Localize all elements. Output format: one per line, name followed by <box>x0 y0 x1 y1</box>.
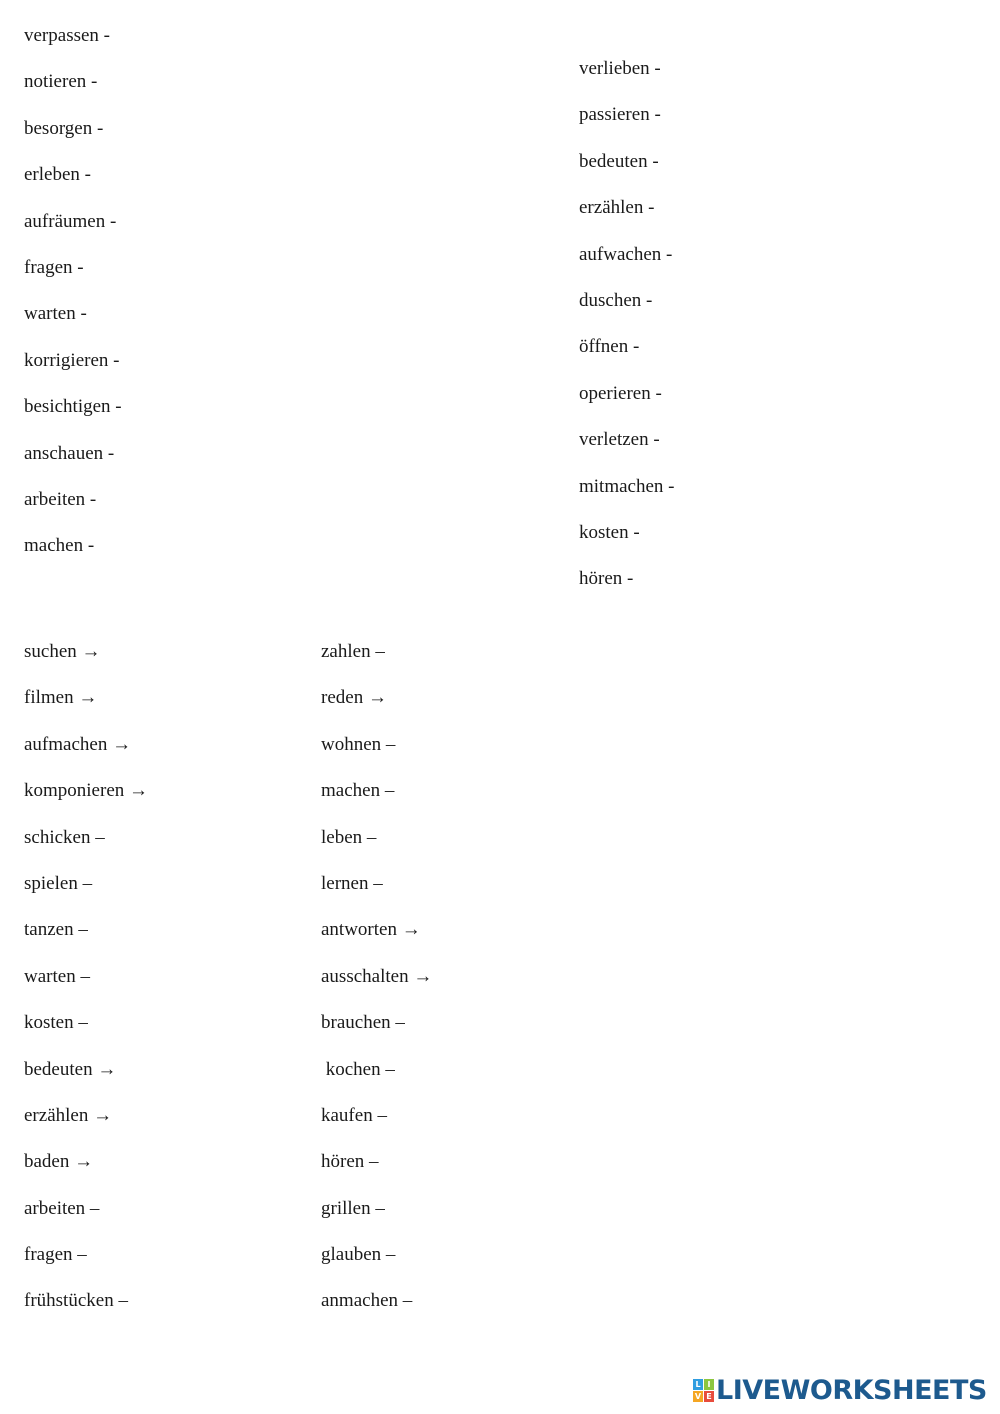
word-item: hören - <box>579 568 634 590</box>
word-item: leben – <box>321 826 377 848</box>
word-item: arbeiten – <box>24 1197 100 1219</box>
word-item: verpassen - <box>24 25 110 46</box>
word-item: kochen – <box>321 1058 395 1080</box>
bottom-left-word-list <box>24 641 148 1312</box>
word-item: zahlen – <box>321 641 385 662</box>
word-item: warten – <box>24 965 90 987</box>
word-item: aufräumen - <box>24 210 117 232</box>
logo-mark-letter-e: E <box>704 1391 714 1402</box>
word-item: reden → <box>321 687 387 709</box>
word-item: aufmachen → <box>24 733 132 755</box>
word-item: komponieren → <box>24 780 149 802</box>
word-item: spielen – <box>24 872 93 894</box>
liveworksheets-logo[interactable] <box>693 1375 987 1405</box>
word-item: notieren - <box>24 71 98 93</box>
word-item: suchen → <box>24 641 101 662</box>
word-item: duschen - <box>579 289 653 311</box>
word-item: passieren - <box>579 104 661 126</box>
word-item: bedeuten - <box>579 150 659 172</box>
logo-mark-letter-l: L <box>693 1379 703 1390</box>
word-item: machen - <box>24 535 95 557</box>
word-item: brauchen – <box>321 1012 405 1034</box>
top-left-word-list <box>24 25 122 557</box>
word-item: erzählen - <box>579 197 655 219</box>
word-item: fragen - <box>24 256 84 278</box>
word-item: verlieben - <box>579 58 661 79</box>
word-item: lernen – <box>321 872 383 894</box>
word-item: grillen – <box>321 1197 385 1219</box>
word-item: aufwachen - <box>579 243 673 265</box>
word-item: baden → <box>24 1151 94 1173</box>
liveworksheets-logo-icon <box>693 1379 714 1402</box>
top-right-word-list <box>579 58 675 590</box>
bottom-middle-word-list <box>321 641 432 1312</box>
word-item: glauben – <box>321 1244 396 1266</box>
word-item: ausschalten → <box>321 965 433 987</box>
word-item: frühstücken – <box>24 1290 128 1312</box>
word-item: antworten → <box>321 919 421 941</box>
word-item: schicken – <box>24 826 105 848</box>
word-item: erleben - <box>24 164 91 186</box>
logo-mark-letter-v: V <box>694 1391 702 1401</box>
word-item: besichtigen - <box>24 396 122 418</box>
word-item: kaufen – <box>321 1104 387 1126</box>
logo-wordmark: LIVEWORKSHEETS <box>716 1374 987 1406</box>
word-item: korrigieren - <box>24 349 120 371</box>
word-item: anschauen - <box>24 442 115 464</box>
word-item: kosten - <box>579 521 640 543</box>
word-item: wohnen – <box>321 733 396 755</box>
logo-mark-letter-i: I <box>704 1379 714 1390</box>
word-item: anmachen – <box>321 1290 413 1312</box>
word-item: verletzen - <box>579 429 660 451</box>
word-item: tanzen – <box>24 919 88 941</box>
word-item: hören – <box>321 1151 379 1173</box>
word-item: arbeiten - <box>24 488 97 510</box>
word-item: warten - <box>24 303 87 325</box>
word-item: öffnen - <box>579 336 640 358</box>
word-item: mitmachen - <box>579 475 675 497</box>
word-item: besorgen - <box>24 117 104 139</box>
word-item: machen – <box>321 780 395 802</box>
word-item: erzählen → <box>24 1104 113 1126</box>
word-item: operieren - <box>579 382 662 404</box>
word-item: fragen – <box>24 1244 87 1266</box>
word-item: filmen → <box>24 687 98 709</box>
word-item: bedeuten → <box>24 1058 117 1080</box>
word-item: kosten – <box>24 1012 88 1034</box>
